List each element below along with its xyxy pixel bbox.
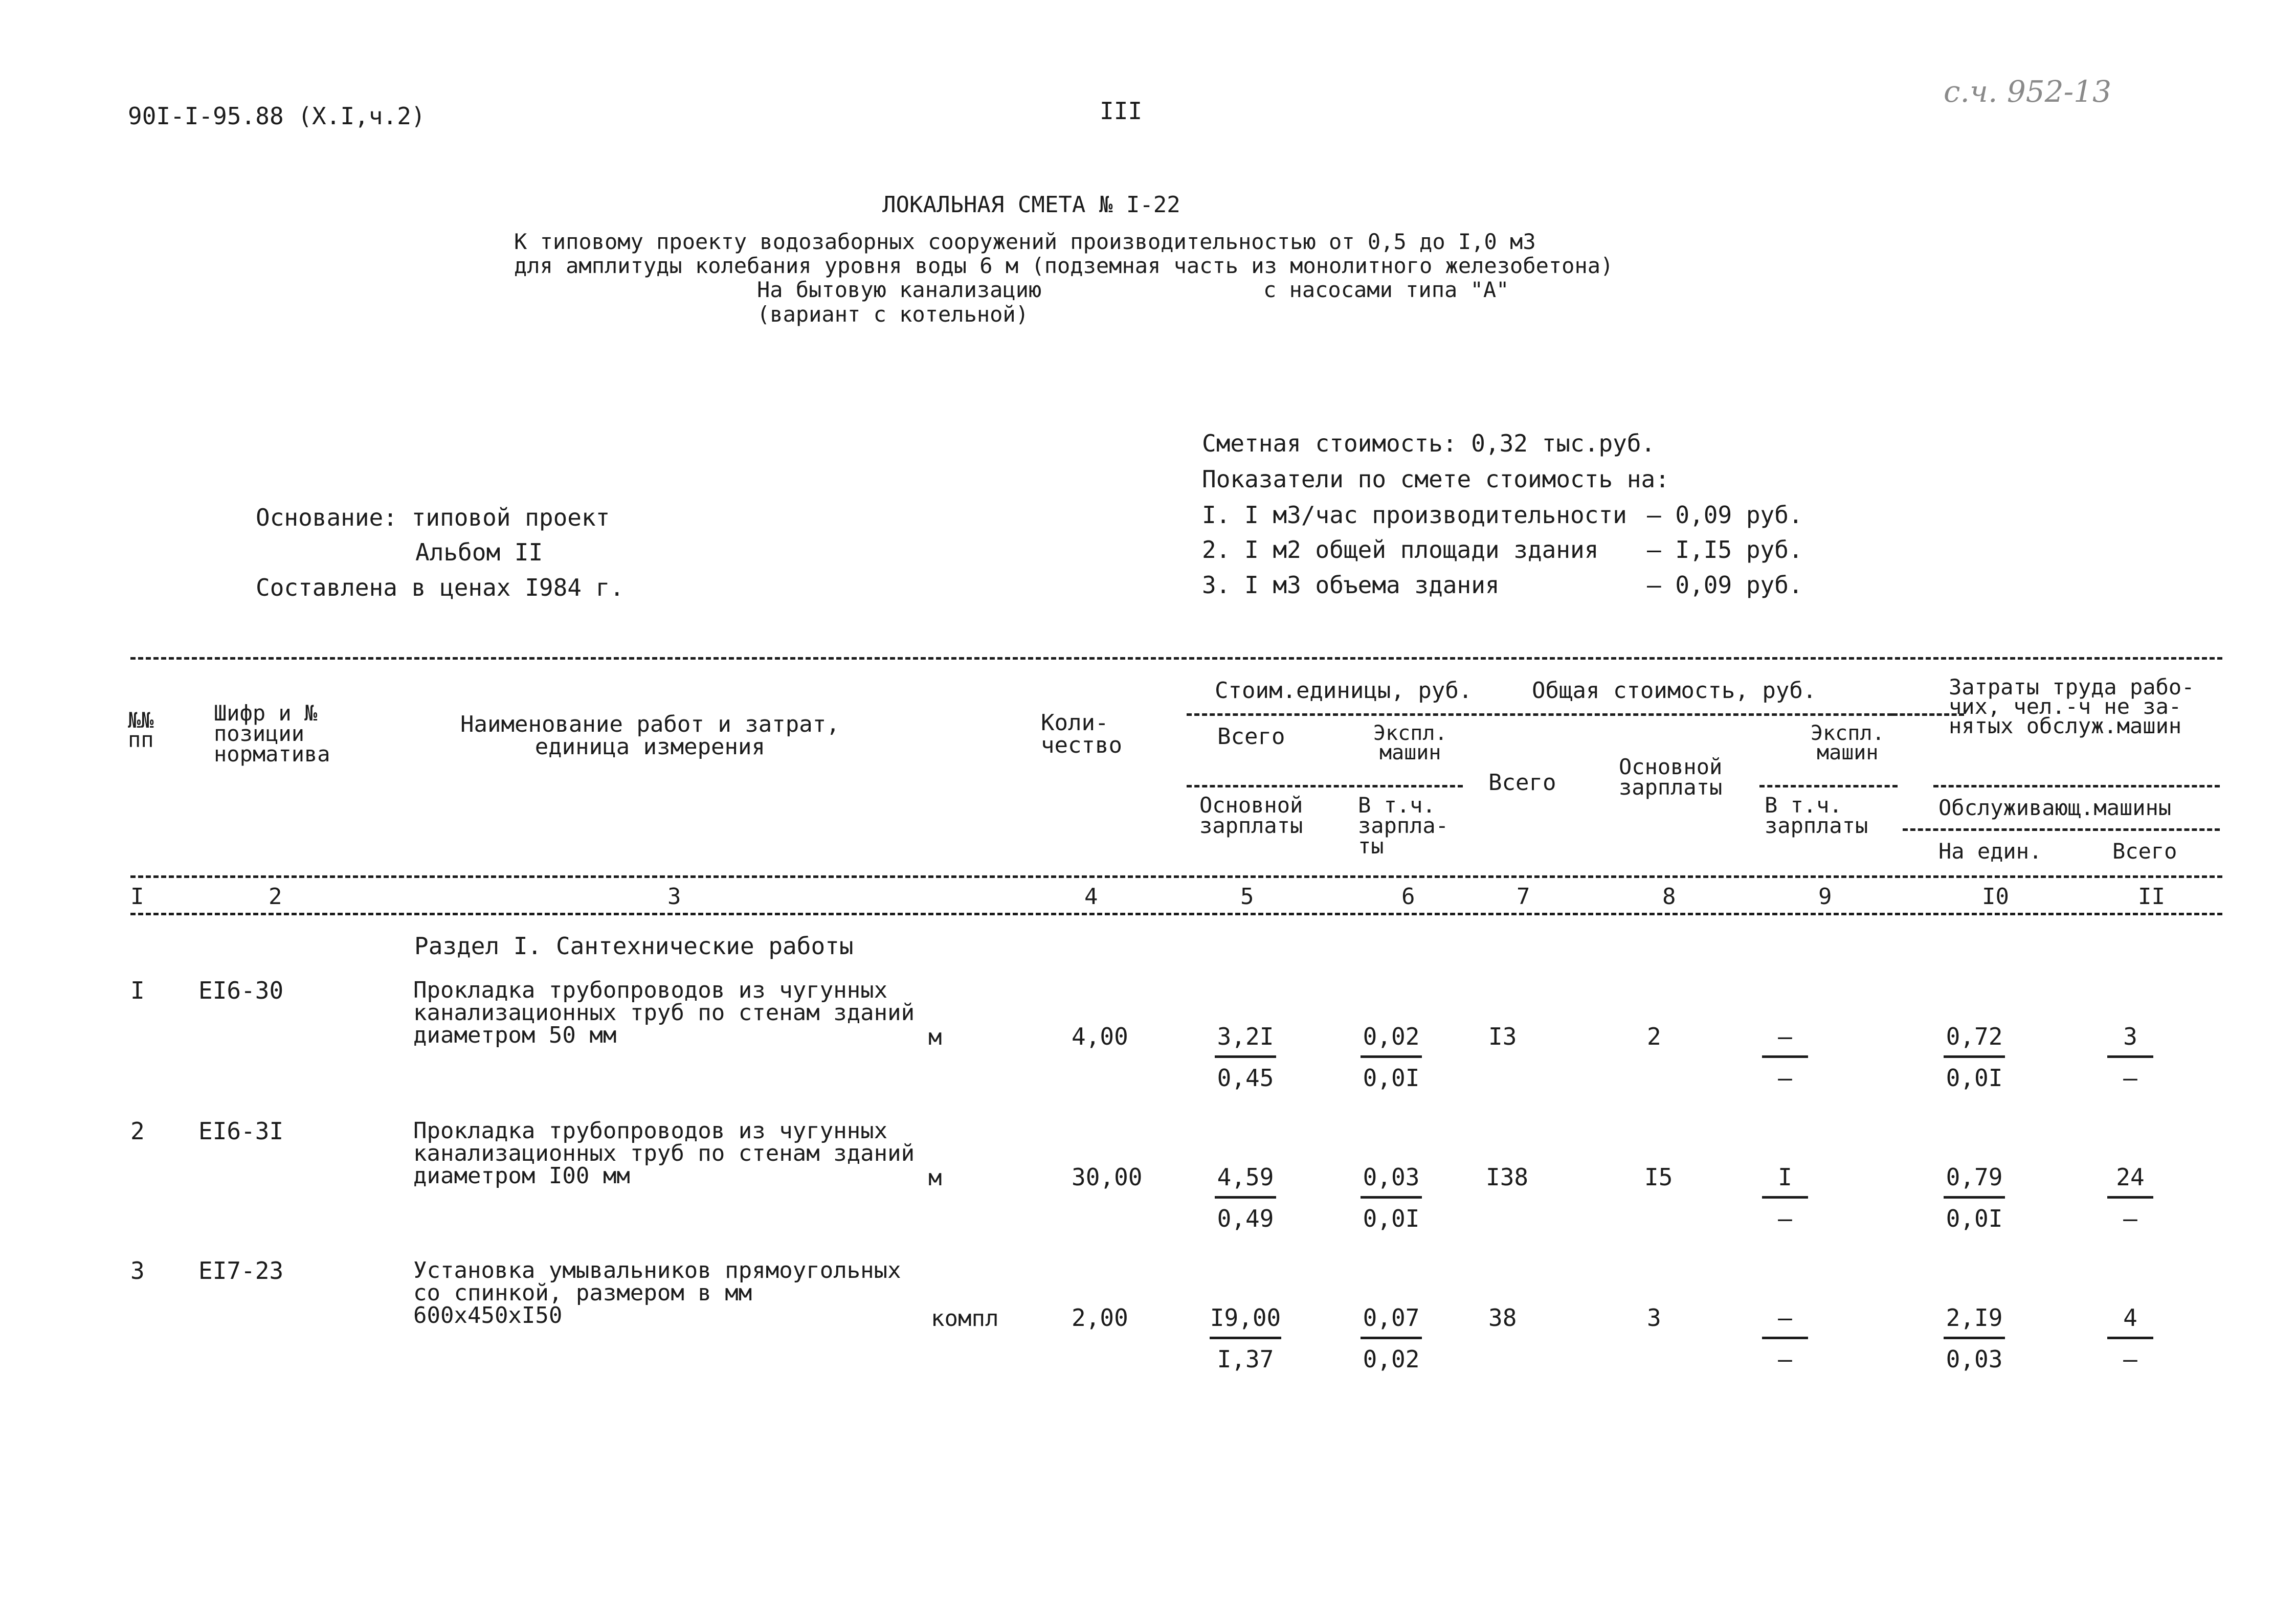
header-bottom-rule bbox=[130, 875, 2222, 878]
row-unit-cost-machines: 0,03 0,0I bbox=[1353, 1163, 1430, 1232]
row-name: Прокладка трубопроводов из чугунных канализационных труб по стенам зданий диаметром 50 мм bbox=[413, 977, 915, 1048]
header-labor: Затраты труда рабо- чих, чел.-ч не за- нятых обслуж.машин bbox=[1949, 674, 2195, 738]
page-number: III bbox=[1100, 97, 1143, 125]
row-unit: м bbox=[928, 1024, 942, 1050]
row-unit: компл bbox=[931, 1305, 999, 1332]
row-labor-per-unit: 0,79 0,0I bbox=[1938, 1163, 2010, 1232]
row-total-cost: I38 bbox=[1486, 1163, 1529, 1191]
row-code: ЕI7-23 bbox=[198, 1257, 284, 1284]
header-total-incl-salary: В т.ч. зарплаты bbox=[1765, 793, 1868, 838]
row-code: ЕI6-30 bbox=[198, 977, 284, 1004]
indicator-2-label: 2. I м2 общей площади здания bbox=[1202, 536, 1599, 564]
basis-line-3: Составлена в ценах I984 г. bbox=[256, 574, 625, 601]
header-code: Шифр и № позиции норматива bbox=[214, 701, 330, 767]
row-qty: 30,00 bbox=[1072, 1163, 1143, 1191]
row-code: ЕI6-3I bbox=[198, 1117, 284, 1145]
col-number-3: 3 bbox=[667, 884, 681, 910]
title-line-3-right: с насосами типа "А" bbox=[1263, 277, 1509, 302]
indicator-1-label: I. I м3/час производительности bbox=[1202, 501, 1627, 529]
estimate-heading: ЛОКАЛЬНАЯ СМЕТА № I-22 bbox=[882, 192, 1180, 218]
row-unit-cost-total: I9,00 I,37 bbox=[1210, 1304, 1281, 1373]
row-unit-cost-total: 3,2I 0,45 bbox=[1205, 1023, 1286, 1092]
row-total-cost: I3 bbox=[1488, 1023, 1517, 1050]
row-total-machines: – – bbox=[1759, 1304, 1811, 1373]
row-labor-total: 3 – bbox=[2105, 1023, 2156, 1092]
indicators-intro: Показатели по смете стоимость на: bbox=[1202, 465, 1669, 493]
header-rule-total-split bbox=[1759, 785, 1898, 787]
row-number: I bbox=[130, 977, 145, 1004]
basis-line-1: Основание: типовой проект bbox=[256, 504, 610, 531]
section-title: Раздел I. Сантехнические работы bbox=[414, 932, 854, 960]
header-num: №№ пп bbox=[128, 708, 154, 752]
handwritten-mark: с.ч. 952-13 bbox=[1944, 74, 2111, 109]
col-number-4: 4 bbox=[1084, 884, 1098, 910]
col-number-5: 5 bbox=[1240, 884, 1254, 910]
row-total-cost: 38 bbox=[1488, 1304, 1517, 1332]
title-line-3-left: На бытовую канализацию bbox=[757, 277, 1042, 302]
column-numbers-rule bbox=[130, 913, 2222, 915]
header-rule-serving bbox=[1903, 828, 2220, 831]
col-number-10: I0 bbox=[1982, 884, 2009, 910]
row-total-base-salary: 3 bbox=[1647, 1304, 1661, 1332]
header-labor-total: Всего bbox=[2112, 839, 2177, 864]
title-line-1: К типовому проекту водозаборных сооружений производительностью от 0,5 до I,0 м3 bbox=[514, 229, 1536, 254]
row-unit-cost-machines: 0,02 0,0I bbox=[1353, 1023, 1430, 1092]
col-number-11: II bbox=[2138, 884, 2165, 910]
header-unit-all: Всего bbox=[1217, 724, 1285, 750]
indicator-2-value: – I,I5 руб. bbox=[1647, 536, 1803, 564]
row-labor-total: 24 – bbox=[2105, 1163, 2156, 1232]
row-number: 3 bbox=[130, 1257, 145, 1284]
title-line-2: для амплитуды колебания уровня воды 6 м (подземная часть из монолитного железобетона) bbox=[514, 253, 1614, 278]
header-per-unit: На един. bbox=[1938, 839, 2042, 864]
header-total-machine-op: Экспл. машин bbox=[1811, 722, 1885, 764]
header-unit-incl-salary: В т.ч. зарпла- ты bbox=[1358, 793, 1449, 859]
basis-line-2: Альбом II bbox=[415, 538, 543, 566]
header-total-all: Всего bbox=[1488, 770, 1556, 796]
indicator-3-value: – 0,09 руб. bbox=[1647, 571, 1803, 599]
row-qty: 4,00 bbox=[1072, 1023, 1128, 1050]
col-number-1: I bbox=[130, 884, 144, 910]
indicator-3-label: 3. I м3 объема здания bbox=[1202, 571, 1500, 599]
col-number-6: 6 bbox=[1401, 884, 1415, 910]
header-name: Наименование работ и затрат, единица измерения bbox=[460, 711, 840, 760]
header-rule-labor-split bbox=[1933, 785, 2220, 787]
row-name: Установка умывальников прямоугольных со спинкой, размером в мм 600х450хI50 bbox=[413, 1257, 901, 1328]
row-labor-per-unit: 0,72 0,0I bbox=[1938, 1023, 2010, 1092]
row-unit: м bbox=[928, 1165, 942, 1191]
row-qty: 2,00 bbox=[1072, 1304, 1128, 1332]
row-total-base-salary: I5 bbox=[1644, 1163, 1673, 1191]
row-unit-cost-machines: 0,07 0,02 bbox=[1353, 1304, 1430, 1373]
header-unit-base-salary: Основной зарплаты bbox=[1199, 793, 1303, 838]
row-labor-per-unit: 2,I9 0,03 bbox=[1938, 1304, 2010, 1373]
row-labor-total: 4 – bbox=[2105, 1304, 2156, 1373]
document-code: 90I-I-95.88 (X.I,ч.2) bbox=[128, 102, 426, 130]
indicator-1-value: – 0,09 руб. bbox=[1647, 501, 1803, 529]
table-top-rule bbox=[130, 657, 2222, 660]
header-unit-cost: Стоим.единицы, руб. bbox=[1215, 678, 1473, 704]
header-unit-machine-op: Экспл. машин bbox=[1373, 722, 1447, 764]
title-line-4: (вариант с котельной) bbox=[757, 302, 1029, 327]
row-number: 2 bbox=[130, 1117, 145, 1145]
header-rule-unit-split bbox=[1187, 785, 1463, 787]
col-number-2: 2 bbox=[269, 884, 282, 910]
row-total-machines: – – bbox=[1759, 1023, 1811, 1092]
header-total-cost: Общая стоимость, руб. bbox=[1532, 678, 1817, 704]
estimated-cost: Сметная стоимость: 0,32 тыс.руб. bbox=[1202, 430, 1656, 457]
col-number-8: 8 bbox=[1662, 884, 1676, 910]
row-name: Прокладка трубопроводов из чугунных канализационных труб по стенам зданий диаметром I00 мм bbox=[413, 1118, 915, 1189]
header-serving-machines: Обслуживающ.машины bbox=[1938, 795, 2172, 820]
row-total-base-salary: 2 bbox=[1647, 1023, 1661, 1050]
col-number-9: 9 bbox=[1818, 884, 1832, 910]
header-rule-costs bbox=[1187, 713, 1892, 716]
row-unit-cost-total: 4,59 0,49 bbox=[1205, 1163, 1286, 1232]
row-total-machines: I – bbox=[1759, 1163, 1811, 1232]
col-number-7: 7 bbox=[1517, 884, 1530, 910]
header-qty: Коли- чество bbox=[1041, 710, 1122, 758]
header-total-base-salary: Основной зарплаты bbox=[1619, 754, 1723, 800]
